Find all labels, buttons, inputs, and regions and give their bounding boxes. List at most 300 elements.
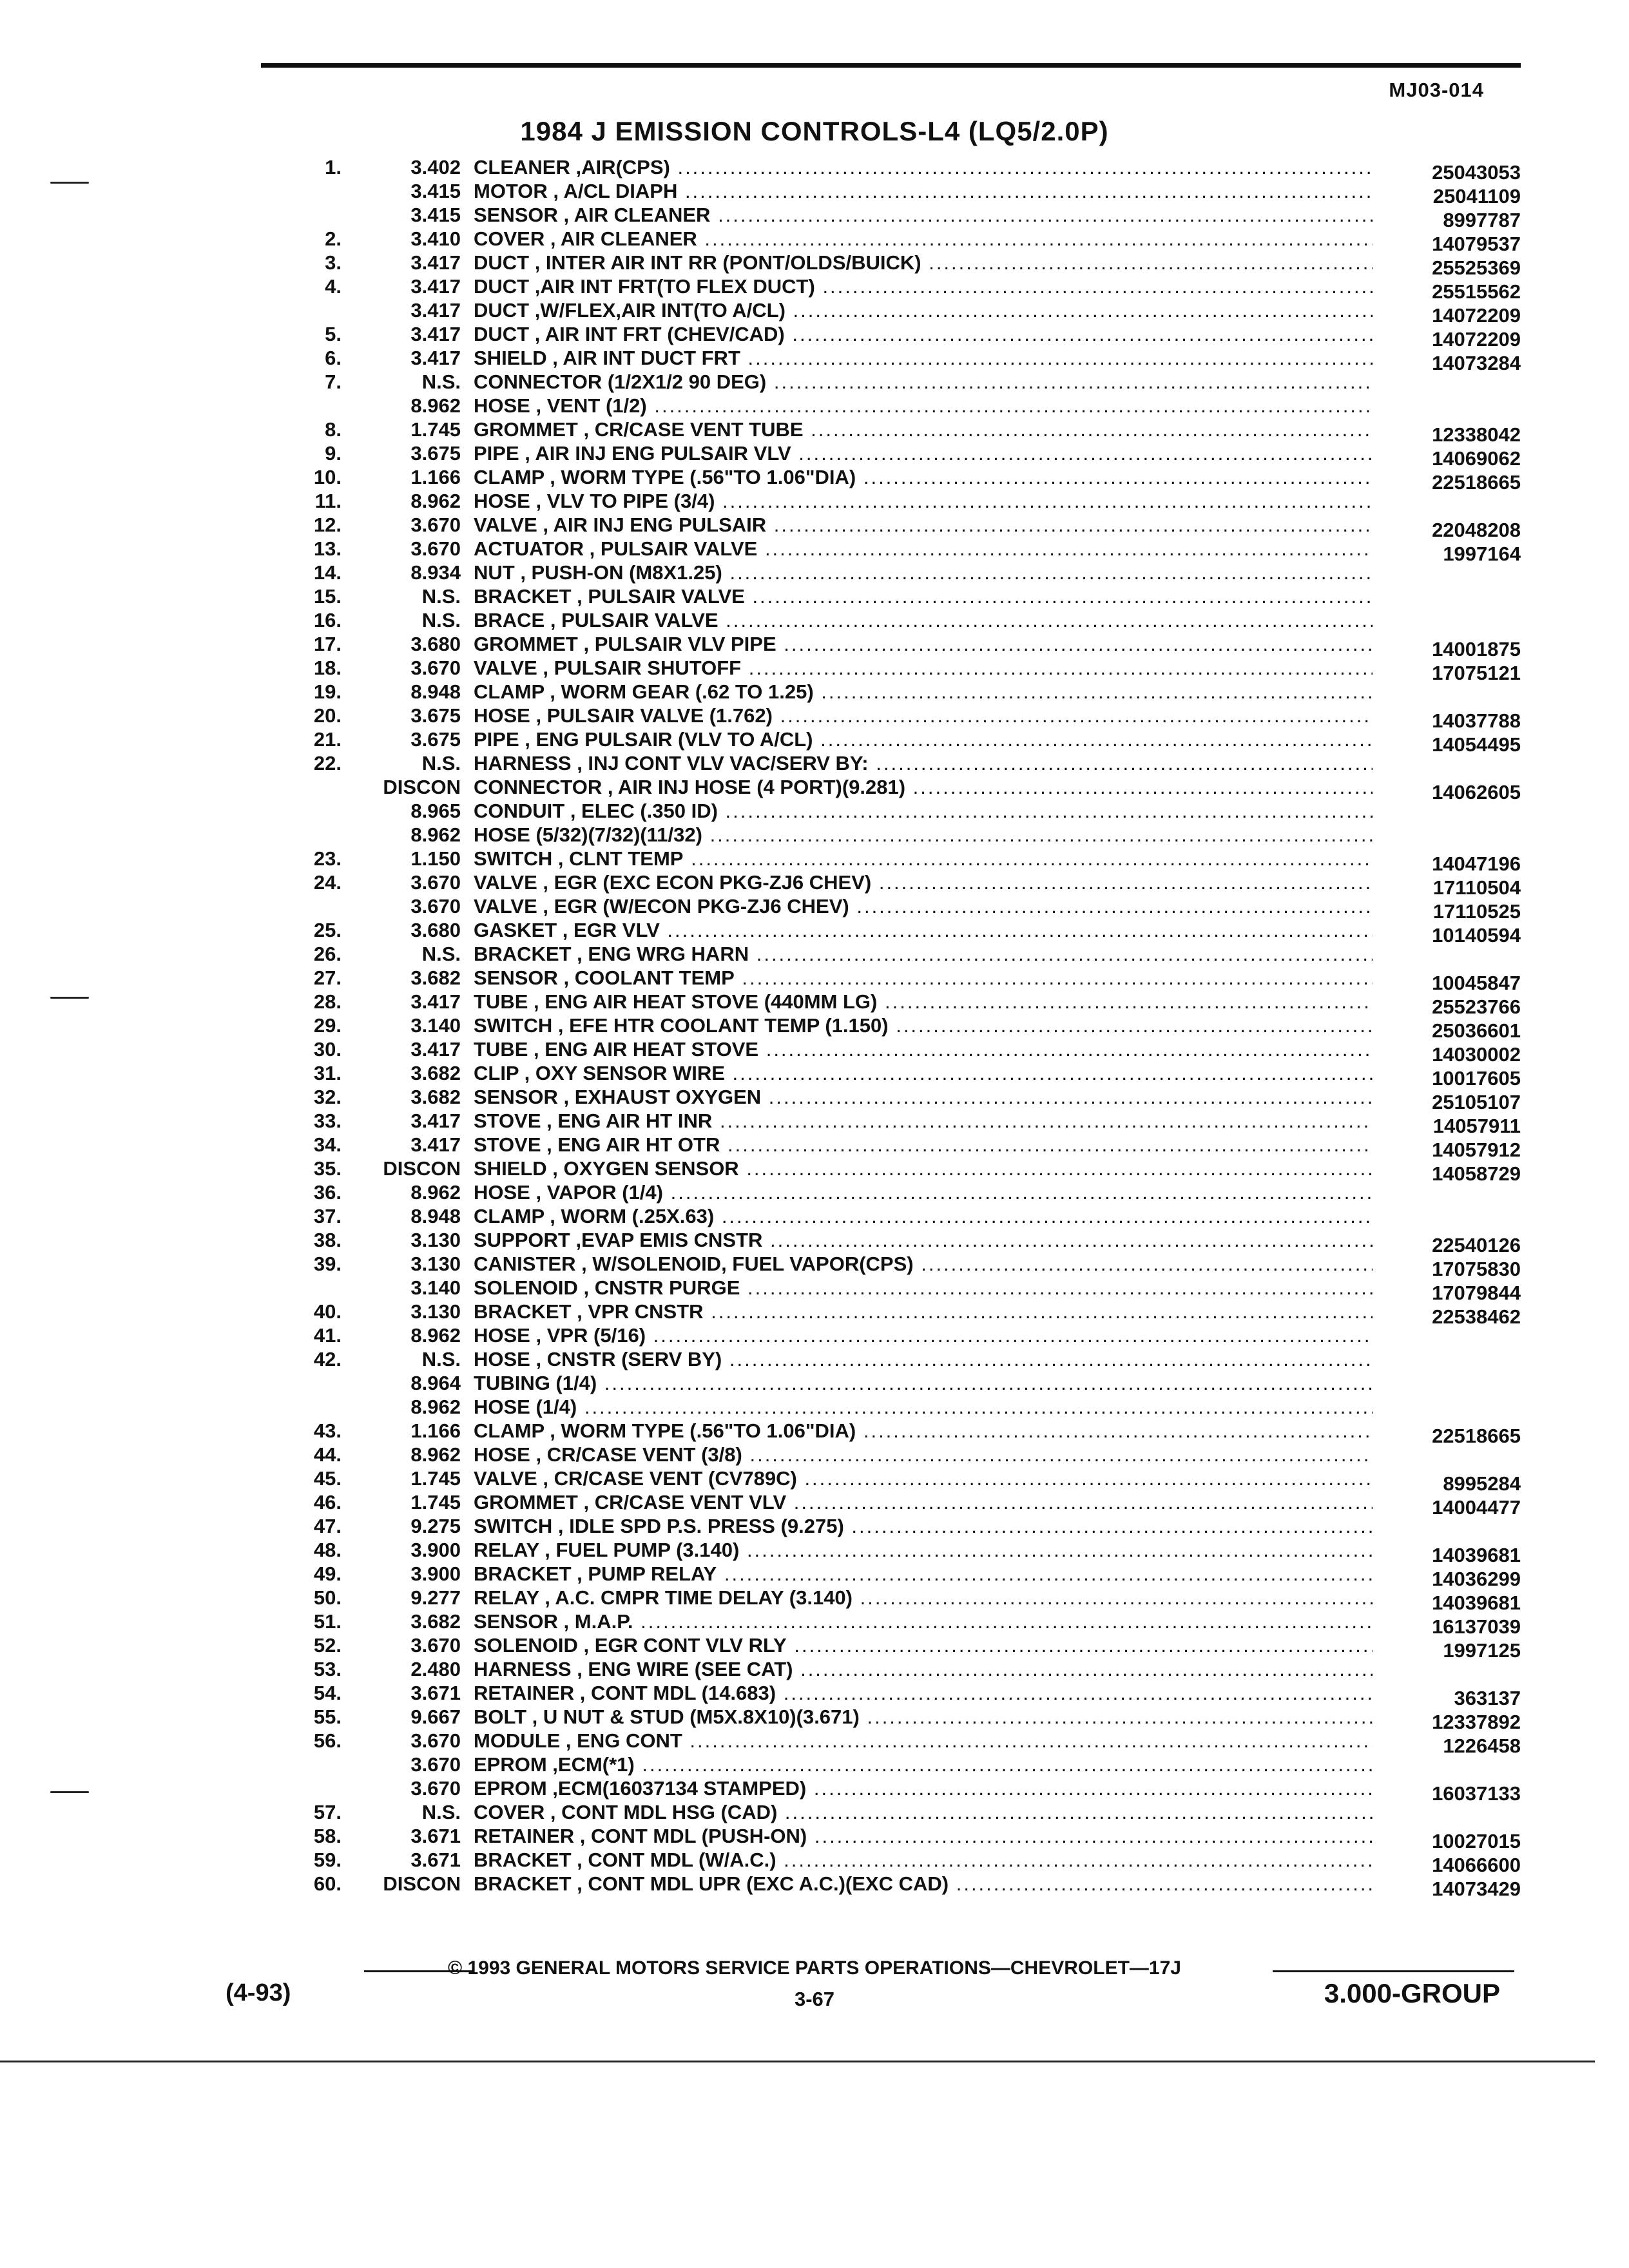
ref-number: 51.	[313, 1610, 342, 1633]
part-description: HOSE , VPR (5/16) .....	[474, 1324, 1373, 1347]
part-description: BRACKET , VPR CNSTR .....	[474, 1300, 1373, 1323]
table-row	[0, 703, 1629, 732]
group-number: 3.682	[410, 1610, 461, 1633]
group-number: 3.670	[410, 1753, 461, 1776]
group-number: DISCON	[383, 776, 461, 798]
table-row	[0, 1323, 1629, 1347]
part-number: 17075121	[1432, 662, 1521, 684]
group-number: 3.140	[410, 1276, 461, 1299]
ref-number: 5.	[325, 323, 342, 345]
part-description: SWITCH , IDLE SPD P.S. PRESS (9.275) .....	[474, 1515, 1373, 1538]
part-description: GROMMET , CR/CASE VENT TUBE .....	[474, 418, 1373, 441]
part-number: 17075830	[1432, 1258, 1521, 1280]
table-row	[0, 322, 1629, 351]
part-description: CLAMP , WORM GEAR (.62 TO 1.25) .....	[474, 680, 1373, 704]
part-number: 14073284	[1432, 352, 1521, 374]
ref-number: 19.	[313, 680, 342, 703]
group-number: 3.675	[410, 704, 461, 727]
table-row	[0, 1466, 1629, 1495]
part-number: 22540126	[1432, 1234, 1521, 1256]
table-row	[0, 1704, 1629, 1733]
table-row	[0, 584, 1629, 608]
ref-number: 36.	[313, 1181, 342, 1204]
ref-number: 52.	[313, 1634, 342, 1657]
group-number: 3.417	[410, 323, 461, 345]
part-number: 22518665	[1432, 471, 1521, 494]
ref-number: 43.	[313, 1419, 342, 1442]
part-description: DUCT ,AIR INT FRT(TO FLEX DUCT) .....	[474, 275, 1373, 298]
table-row	[0, 1275, 1629, 1304]
part-description: CLIP , OXY SENSOR WIRE .....	[474, 1062, 1373, 1085]
part-number: 14001875	[1432, 638, 1521, 660]
part-description: GROMMET , CR/CASE VENT VLV .....	[474, 1491, 1373, 1514]
ref-number: 60.	[313, 1872, 342, 1895]
part-number: 25525369	[1432, 256, 1521, 279]
table-row	[0, 751, 1629, 774]
table-row	[0, 1156, 1629, 1185]
table-row	[0, 1752, 1629, 1776]
group-number: 3.417	[410, 990, 461, 1013]
part-description: SHIELD , OXYGEN SENSOR .....	[474, 1157, 1373, 1180]
part-number: 25515562	[1432, 280, 1521, 303]
ref-number: 13.	[313, 537, 342, 560]
part-number: 1226458	[1443, 1735, 1521, 1757]
part-number: 14047196	[1432, 852, 1521, 875]
table-row	[0, 965, 1629, 994]
group-number: 1.745	[410, 1467, 461, 1490]
part-number: 14069062	[1432, 447, 1521, 470]
part-description: SENSOR , AIR CLEANER .....	[474, 204, 1373, 227]
ref-number: 37.	[313, 1205, 342, 1227]
table-row	[0, 1871, 1629, 1900]
group-number: 3.417	[410, 1038, 461, 1061]
table-row	[0, 1084, 1629, 1113]
group-number: 8.962	[410, 1443, 461, 1466]
table-row	[0, 1061, 1629, 1090]
group-number: 3.417	[410, 1110, 461, 1132]
ref-number: 49.	[313, 1562, 342, 1585]
page-number: 3-67	[794, 1988, 835, 2010]
top-rule	[261, 63, 1521, 68]
ref-number: 33.	[313, 1110, 342, 1132]
table-row	[0, 1657, 1629, 1680]
group-number: 3.670	[410, 657, 461, 679]
part-description: HARNESS , ENG WIRE (SEE CAT) .....	[474, 1658, 1373, 1681]
part-description: COVER , CONT MDL HSG (CAD) .....	[474, 1801, 1373, 1824]
part-description: HOSE , CR/CASE VENT (3/8) .....	[474, 1443, 1373, 1466]
ref-number: 18.	[313, 657, 342, 679]
group-number: 3.130	[410, 1253, 461, 1275]
table-row	[0, 727, 1629, 756]
ref-number: 48.	[313, 1539, 342, 1561]
table-row	[0, 894, 1629, 923]
table-row	[0, 512, 1629, 541]
table-row	[0, 1776, 1629, 1805]
part-description: CLAMP , WORM TYPE (.56"TO 1.06"DIA) .....	[474, 1419, 1373, 1443]
part-number: 14004477	[1432, 1496, 1521, 1519]
parts-list	[0, 155, 1629, 1900]
part-description: EPROM ,ECM(*1) .....	[474, 1753, 1373, 1776]
ref-number: 54.	[313, 1682, 342, 1704]
footer-date: (4-93)	[226, 1979, 291, 2006]
table-row	[0, 1108, 1629, 1137]
group-number: N.S.	[421, 752, 461, 774]
part-number: 1997164	[1443, 543, 1521, 565]
part-number: 1997125	[1443, 1639, 1521, 1662]
part-description: RELAY , FUEL PUMP (3.140) .....	[474, 1539, 1373, 1562]
ref-number: 15.	[313, 585, 342, 608]
part-number: 14036299	[1432, 1568, 1521, 1590]
table-row	[0, 870, 1629, 899]
part-description: NUT , PUSH-ON (M8X1.25) .....	[474, 561, 1373, 584]
group-number: 3.900	[410, 1539, 461, 1561]
group-number: 3.900	[410, 1562, 461, 1585]
table-row	[0, 608, 1629, 631]
part-description: HOSE , VLV TO PIPE (3/4) .....	[474, 490, 1373, 513]
group-number: 3.417	[410, 251, 461, 274]
group-number: 3.670	[410, 1729, 461, 1752]
group-number: 3.415	[410, 204, 461, 226]
table-row	[0, 1132, 1629, 1161]
table-row	[0, 846, 1629, 875]
table-row	[0, 369, 1629, 393]
table-row	[0, 1490, 1629, 1519]
part-description: DUCT , INTER AIR INT RR (PONT/OLDS/BUICK) .....	[474, 251, 1373, 274]
table-row	[0, 989, 1629, 1018]
table-row	[0, 1394, 1629, 1418]
part-number: 25041109	[1432, 185, 1521, 207]
ref-number: 3.	[325, 251, 342, 274]
part-description: SENSOR , M.A.P. .....	[474, 1610, 1373, 1633]
ref-number: 17.	[313, 633, 342, 655]
part-description: RETAINER , CONT MDL (PUSH-ON) .....	[474, 1825, 1373, 1848]
part-description: TUBE , ENG AIR HEAT STOVE (440MM LG) .....	[474, 990, 1373, 1014]
ref-number: 21.	[313, 728, 342, 751]
part-number: 14039681	[1432, 1544, 1521, 1566]
part-number: 17110525	[1432, 900, 1521, 923]
part-description: SENSOR , COOLANT TEMP .....	[474, 966, 1373, 990]
ref-number: 4.	[325, 275, 342, 298]
group-number: 3.671	[410, 1682, 461, 1704]
part-description: BRACKET , CONT MDL UPR (EXC A.C.)(EXC CAD) .....	[474, 1872, 1373, 1896]
group-number: 9.277	[410, 1586, 461, 1609]
part-description: PIPE , ENG PULSAIR (VLV TO A/CL) .....	[474, 728, 1373, 751]
part-description: BRACKET , CONT MDL (W/A.C.) .....	[474, 1849, 1373, 1872]
bottom-rule	[0, 2061, 1595, 2062]
group-number: 8.962	[410, 1324, 461, 1347]
table-row	[0, 798, 1629, 822]
group-number: 8.962	[410, 1181, 461, 1204]
table-row	[0, 1609, 1629, 1638]
part-number: 17079844	[1432, 1282, 1521, 1304]
group-number: 3.680	[410, 919, 461, 941]
group-number: 8.965	[410, 800, 461, 822]
part-description: SENSOR , EXHAUST OXYGEN .....	[474, 1086, 1373, 1109]
group-number: 3.682	[410, 1086, 461, 1108]
part-number: 25036601	[1432, 1019, 1521, 1042]
part-description: HOSE , PULSAIR VALVE (1.762) .....	[474, 704, 1373, 727]
table-row	[0, 1823, 1629, 1852]
part-number: 25523766	[1432, 995, 1521, 1018]
table-row	[0, 178, 1629, 207]
group-number: 3.670	[410, 1777, 461, 1800]
table-row	[0, 1180, 1629, 1204]
ref-number: 7.	[325, 370, 342, 393]
part-number: 8995284	[1443, 1472, 1521, 1495]
table-row	[0, 1561, 1629, 1590]
part-number: 10140594	[1432, 924, 1521, 947]
group-number: 3.671	[410, 1849, 461, 1871]
part-number: 14073429	[1432, 1878, 1521, 1900]
part-description: GROMMET , PULSAIR VLV PIPE .....	[474, 633, 1373, 656]
ref-number: 44.	[313, 1443, 342, 1466]
group-number: 3.130	[410, 1229, 461, 1251]
part-description: TUBING (1/4) .....	[474, 1372, 1373, 1395]
part-description: COVER , AIR CLEANER .....	[474, 227, 1373, 251]
part-description: BRACKET , PULSAIR VALVE .....	[474, 585, 1373, 608]
part-description: EPROM ,ECM(16037134 STAMPED) .....	[474, 1777, 1373, 1800]
ref-number: 14.	[313, 561, 342, 584]
group-number: 8.934	[410, 561, 461, 584]
ref-number: 56.	[313, 1729, 342, 1752]
table-row	[0, 1514, 1629, 1537]
table-row	[0, 1537, 1629, 1566]
ref-number: 24.	[313, 871, 342, 894]
part-number: 14057912	[1432, 1139, 1521, 1161]
part-description: CLAMP , WORM (.25X.63) .....	[474, 1205, 1373, 1228]
part-description: DUCT , AIR INT FRT (CHEV/CAD) .....	[474, 323, 1373, 346]
table-row	[0, 488, 1629, 512]
part-description: SOLENOID , EGR CONT VLV RLY .....	[474, 1634, 1373, 1657]
part-description: STOVE , ENG AIR HT OTR .....	[474, 1133, 1373, 1157]
group-number: 3.682	[410, 966, 461, 989]
part-number: 14072209	[1432, 304, 1521, 327]
table-row	[0, 1418, 1629, 1447]
part-description: BRACKET , PUMP RELAY .....	[474, 1562, 1373, 1586]
table-row	[0, 822, 1629, 846]
table-row	[0, 1227, 1629, 1256]
part-number: 14030002	[1432, 1043, 1521, 1066]
ref-number: 11.	[314, 490, 342, 512]
table-row	[0, 1585, 1629, 1614]
ref-number: 40.	[313, 1300, 342, 1323]
table-row	[0, 536, 1629, 565]
ref-number: 31.	[313, 1062, 342, 1084]
part-number: 12338042	[1432, 423, 1521, 446]
ref-number: 23.	[313, 847, 342, 870]
part-description: HOSE , VENT (1/2) .....	[474, 394, 1373, 418]
table-row	[0, 1013, 1629, 1042]
group-number: DISCON	[383, 1157, 461, 1180]
table-row	[0, 1680, 1629, 1709]
ref-number: 9.	[325, 442, 342, 465]
table-row	[0, 1299, 1629, 1328]
group-number: 8.962	[410, 490, 461, 512]
part-number: 14037788	[1432, 709, 1521, 732]
part-number: 25043053	[1432, 161, 1521, 184]
group-number: N.S.	[421, 943, 461, 965]
ref-number: 6.	[325, 347, 342, 369]
ref-number: 10.	[313, 466, 342, 488]
part-description: SOLENOID , CNSTR PURGE .....	[474, 1276, 1373, 1300]
group-number: 8.948	[410, 680, 461, 703]
part-description: CLAMP , WORM TYPE (.56"TO 1.06"DIA) .....	[474, 466, 1373, 489]
ref-number: 35.	[313, 1157, 342, 1180]
table-row	[0, 202, 1629, 231]
part-description: SUPPORT ,EVAP EMIS CNSTR .....	[474, 1229, 1373, 1252]
part-description: HARNESS , INJ CONT VLV VAC/SERV BY: .....	[474, 752, 1373, 775]
ref-number: 8.	[325, 418, 342, 441]
group-number: 3.417	[410, 299, 461, 322]
part-number: 22538462	[1432, 1305, 1521, 1328]
ref-number: 45.	[313, 1467, 342, 1490]
ref-number: 27.	[313, 966, 342, 989]
table-row	[0, 679, 1629, 703]
group-number: 3.670	[410, 1634, 461, 1657]
group-number: N.S.	[421, 609, 461, 631]
table-row	[0, 941, 1629, 965]
group-number: 3.682	[410, 1062, 461, 1084]
group-number: 9.667	[410, 1706, 461, 1728]
table-row	[0, 1204, 1629, 1227]
group-number: 3.671	[410, 1825, 461, 1847]
group-number: 1.166	[410, 466, 461, 488]
table-row	[0, 1442, 1629, 1466]
part-description: VALVE , CR/CASE VENT (CV789C) .....	[474, 1467, 1373, 1490]
group-number: 3.140	[410, 1014, 461, 1037]
ref-number: 20.	[313, 704, 342, 727]
part-number: 14072209	[1432, 328, 1521, 351]
document-code: MJ03-014	[1389, 79, 1484, 101]
part-description: ACTUATOR , PULSAIR VALVE .....	[474, 537, 1373, 561]
group-number: 8.962	[410, 823, 461, 846]
table-row	[0, 1633, 1629, 1662]
part-description: BRACE , PULSAIR VALVE .....	[474, 609, 1373, 632]
part-number: 12337892	[1432, 1711, 1521, 1733]
ref-number: 47.	[313, 1515, 342, 1537]
table-row	[0, 465, 1629, 494]
ref-number: 59.	[313, 1849, 342, 1871]
table-row	[0, 441, 1629, 470]
group-number: 3.402	[410, 156, 461, 178]
group-number: 3.675	[410, 442, 461, 465]
group-number: 1.745	[410, 1491, 461, 1514]
part-description: GASKET , EGR VLV .....	[474, 919, 1373, 942]
group-number: 3.670	[410, 895, 461, 918]
part-description: HOSE (5/32)(7/32)(11/32) .....	[474, 823, 1373, 847]
ref-number: 29.	[313, 1014, 342, 1037]
group-label: 3.000-GROUP	[1324, 1978, 1500, 2008]
table-row	[0, 1847, 1629, 1876]
table-row	[0, 774, 1629, 803]
ref-number: 2.	[325, 227, 342, 250]
table-row	[0, 655, 1629, 684]
part-description: SWITCH , CLNT TEMP .....	[474, 847, 1373, 870]
group-number: DISCON	[383, 1872, 461, 1895]
part-description: SHIELD , AIR INT DUCT FRT .....	[474, 347, 1373, 370]
part-description: VALVE , EGR (EXC ECON PKG-ZJ6 CHEV) .....	[474, 871, 1373, 894]
group-number: 8.962	[410, 1396, 461, 1418]
group-number: 9.275	[410, 1515, 461, 1537]
table-row	[0, 1037, 1629, 1066]
ref-number: 12.	[313, 514, 342, 536]
part-description: CONDUIT , ELEC (.350 ID) .....	[474, 800, 1373, 823]
part-description: BOLT , U NUT & STUD (M5X.8X10)(3.671) .....	[474, 1706, 1373, 1729]
group-number: 3.417	[410, 275, 461, 298]
table-row	[0, 631, 1629, 660]
part-description: STOVE , ENG AIR HT INR .....	[474, 1110, 1373, 1133]
ref-number: 55.	[313, 1706, 342, 1728]
part-description: HOSE , CNSTR (SERV BY) .....	[474, 1348, 1373, 1371]
group-number: 1.745	[410, 418, 461, 441]
part-number: 22048208	[1432, 519, 1521, 541]
ref-number: 53.	[313, 1658, 342, 1680]
part-number: 14054495	[1432, 733, 1521, 756]
table-row	[0, 298, 1629, 327]
table-row	[0, 345, 1629, 374]
part-number: 10045847	[1432, 972, 1521, 994]
part-description: VALVE , PULSAIR SHUTOFF .....	[474, 657, 1373, 680]
part-number: 16137039	[1432, 1615, 1521, 1638]
table-row	[0, 560, 1629, 584]
table-row	[0, 155, 1629, 184]
part-description: PIPE , AIR INJ ENG PULSAIR VLV .....	[474, 442, 1373, 465]
part-number: 8997787	[1443, 209, 1521, 231]
group-number: 1.150	[410, 847, 461, 870]
footer-copyright: © 1993 GENERAL MOTORS SERVICE PARTS OPERATIONS—CHEVROLET—17J	[448, 1957, 1181, 1979]
table-row	[0, 226, 1629, 255]
table-row	[0, 1347, 1629, 1370]
part-description: CONNECTOR , AIR INJ HOSE (4 PORT)(9.281) .....	[474, 776, 1373, 799]
table-row	[0, 1370, 1629, 1394]
group-number: 1.166	[410, 1419, 461, 1442]
part-description: RELAY , A.C. CMPR TIME DELAY (3.140) .....	[474, 1586, 1373, 1610]
ref-number: 16.	[313, 609, 342, 631]
group-number: N.S.	[421, 370, 461, 393]
part-description: SWITCH , EFE HTR COOLANT TEMP (1.150) .....	[474, 1014, 1373, 1037]
part-description: CLEANER ,AIR(CPS) .....	[474, 156, 1373, 179]
table-row	[0, 1800, 1629, 1823]
ref-number: 46.	[313, 1491, 342, 1514]
ref-number: 25.	[313, 919, 342, 941]
ref-number: 39.	[313, 1253, 342, 1275]
ref-number: 30.	[313, 1038, 342, 1061]
part-number: 10027015	[1432, 1830, 1521, 1852]
part-description: HOSE , VAPOR (1/4) .....	[474, 1181, 1373, 1204]
part-number: 10017605	[1432, 1067, 1521, 1090]
table-row	[0, 417, 1629, 446]
table-row	[0, 393, 1629, 417]
ref-number: 58.	[313, 1825, 342, 1847]
group-number: 8.948	[410, 1205, 461, 1227]
group-number: 3.417	[410, 1133, 461, 1156]
ref-number: 22.	[313, 752, 342, 774]
group-number: 3.670	[410, 871, 461, 894]
ref-number: 42.	[313, 1348, 342, 1370]
table-row	[0, 1728, 1629, 1757]
group-number: 3.680	[410, 633, 461, 655]
part-description: VALVE , EGR (W/ECON PKG-ZJ6 CHEV) .....	[474, 895, 1373, 918]
group-number: 3.675	[410, 728, 461, 751]
ref-number: 38.	[313, 1229, 342, 1251]
ref-number: 57.	[313, 1801, 342, 1823]
ref-number: 32.	[313, 1086, 342, 1108]
ref-number: 1.	[325, 156, 342, 178]
part-number: 25105107	[1432, 1091, 1521, 1113]
table-row	[0, 250, 1629, 279]
group-number: 3.415	[410, 180, 461, 202]
group-number: 3.670	[410, 537, 461, 560]
